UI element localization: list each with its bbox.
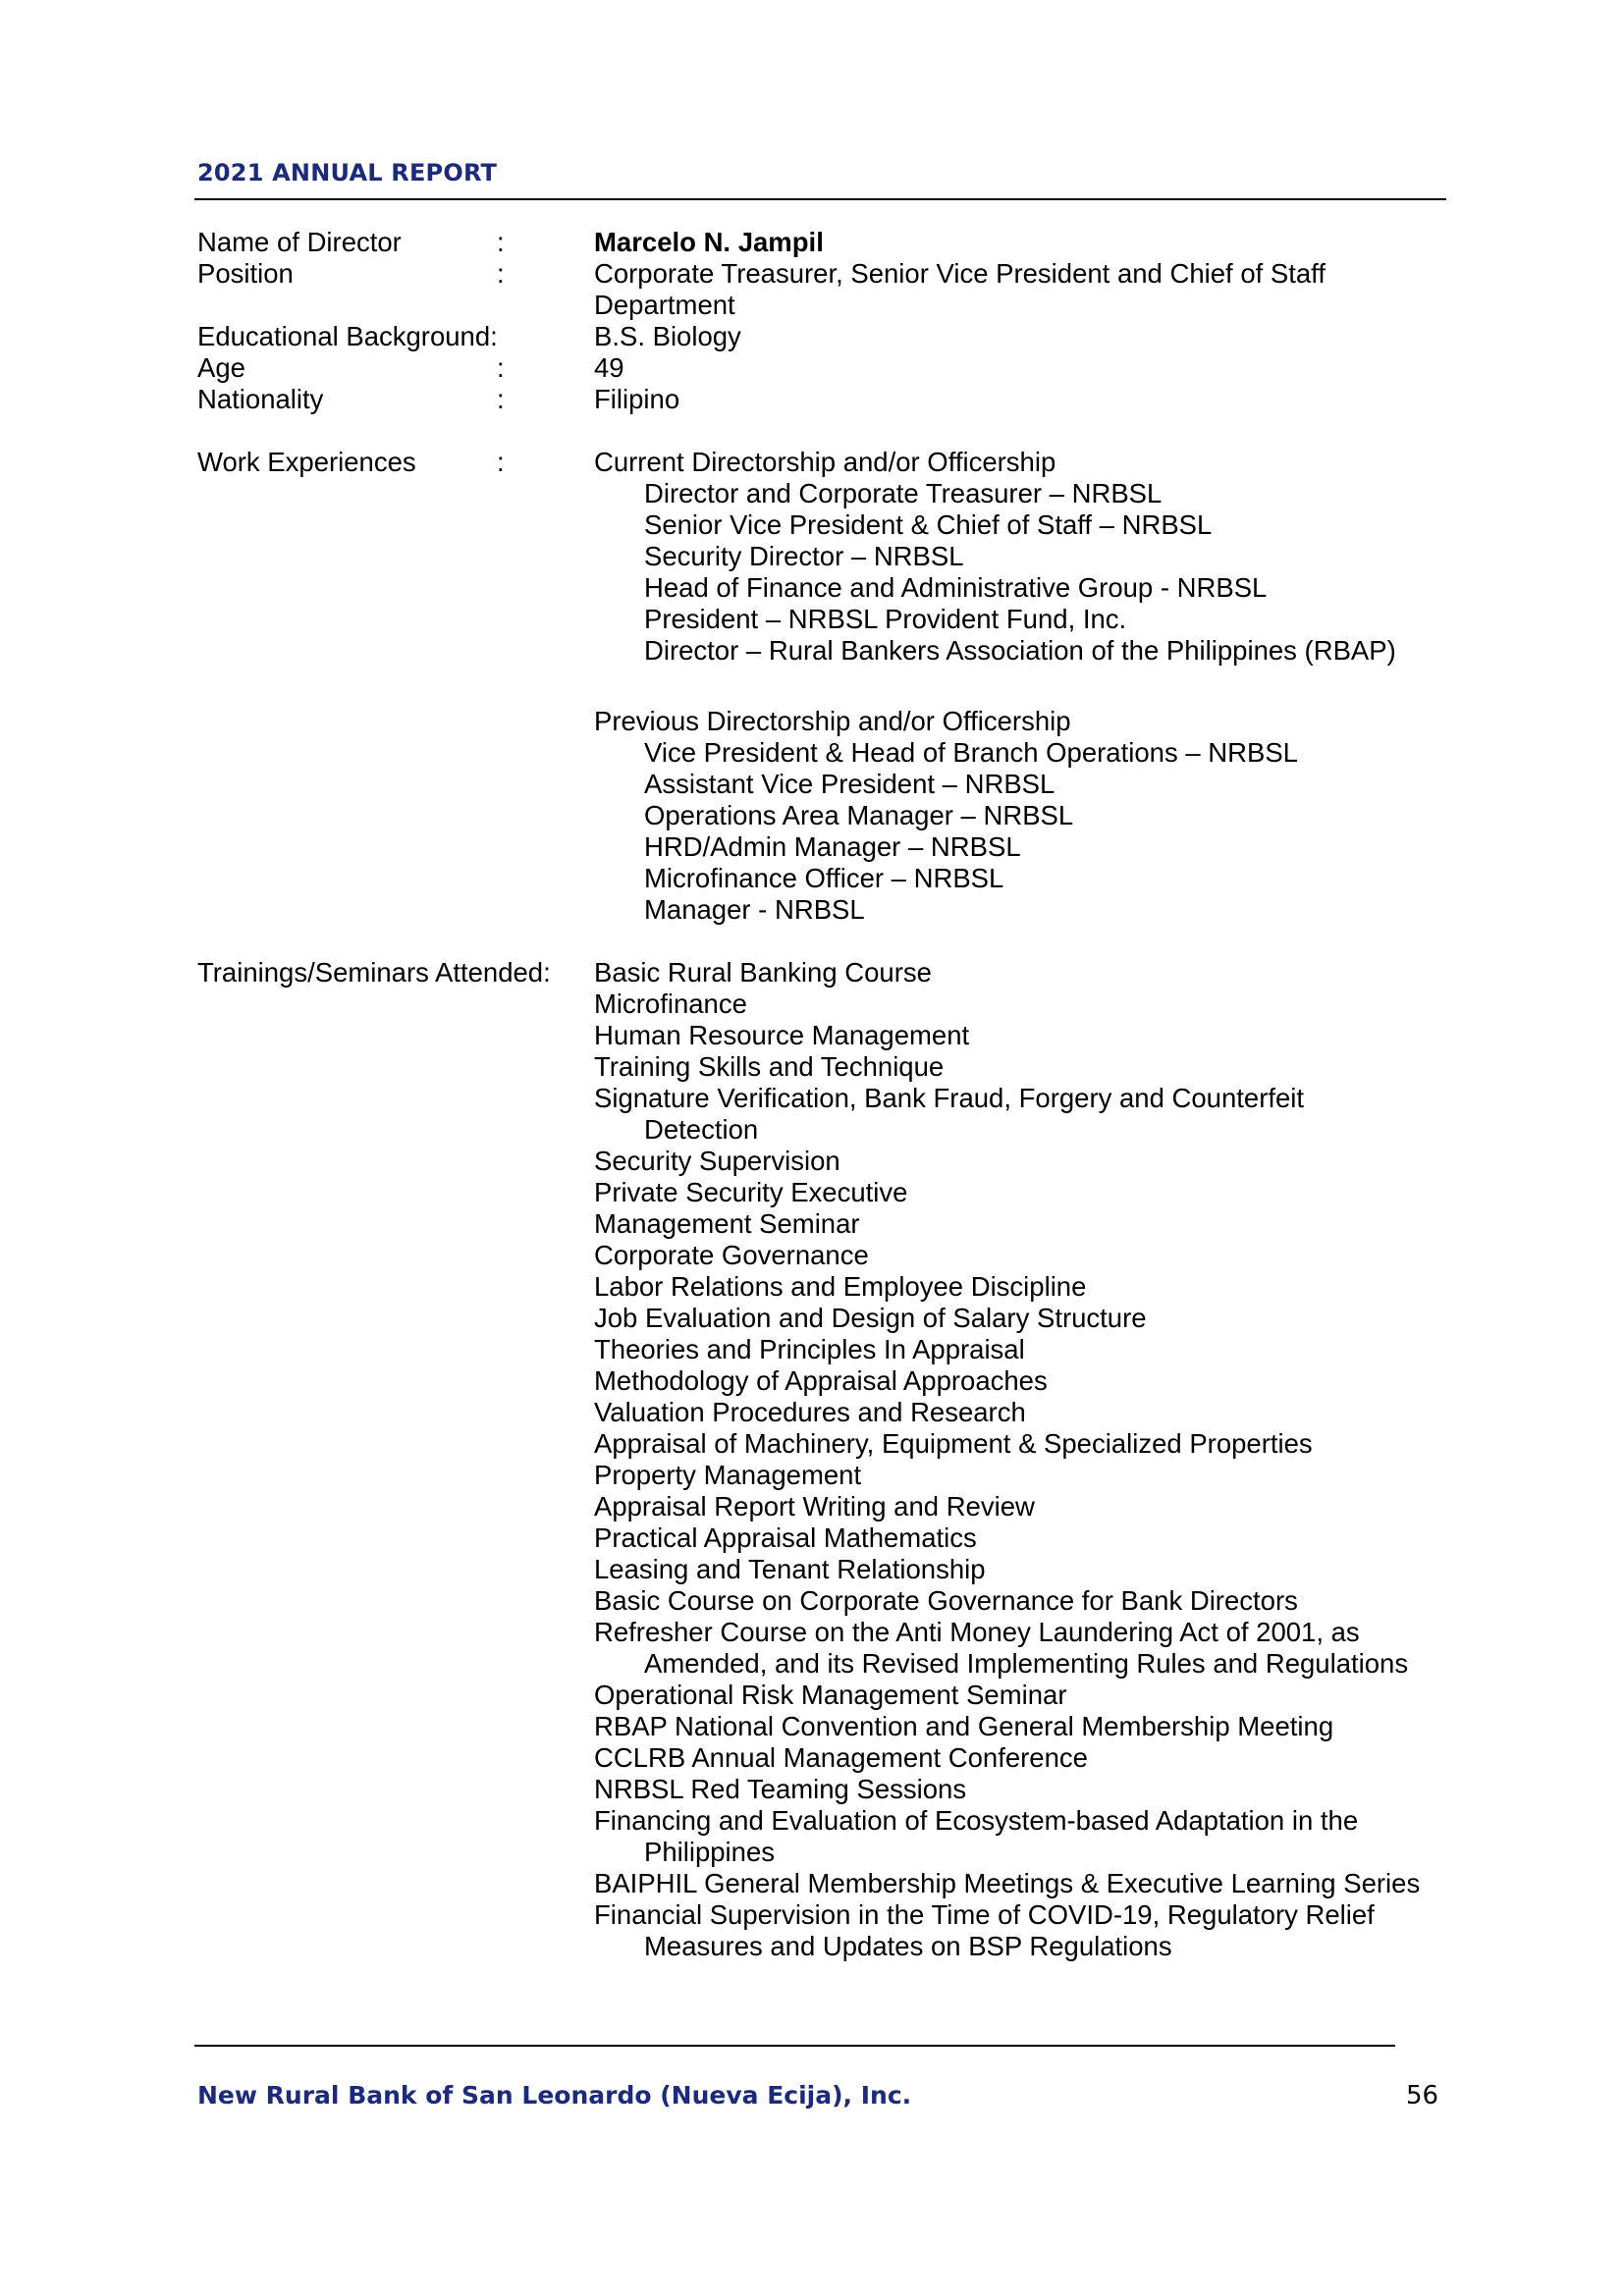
colon: : — [497, 258, 505, 289]
list-item: Security Director – NRBSL — [644, 541, 964, 571]
list-item: Signature Verification, Bank Fraud, Forgery and Counterfeit — [594, 1083, 1305, 1113]
age-row — [197, 352, 1444, 384]
position-row-continued — [197, 290, 1444, 321]
list-item: Operations Area Manager – NRBSL — [644, 800, 1074, 830]
list-item: Human Resource Management — [594, 1020, 970, 1050]
list-item: Practical Appraisal Mathematics — [594, 1522, 977, 1553]
list-item: Valuation Procedures and Research — [594, 1397, 1026, 1427]
list-item: BAIPHIL General Membership Meetings & Executive Learning Series — [594, 1868, 1421, 1898]
list-item: Job Evaluation and Design of Salary Structure — [594, 1303, 1147, 1333]
list-item: Financial Supervision in the Time of COVID-19, Regulatory Relief — [594, 1899, 1375, 1930]
nationality-label: Nationality — [197, 384, 324, 414]
header-divider — [194, 198, 1446, 200]
list-item: Basic Rural Banking Course — [594, 957, 932, 988]
list-item: Leasing and Tenant Relationship — [594, 1554, 986, 1584]
colon: : — [497, 447, 505, 477]
list-item: Senior Vice President & Chief of Staff – NRBSL — [644, 509, 1213, 540]
education-value: B.S. Biology — [594, 321, 741, 351]
list-item-continued: Detection — [644, 1114, 759, 1145]
list-item: Vice President & Head of Branch Operations – NRBSL — [644, 737, 1298, 768]
list-item: CCLRB Annual Management Conference — [594, 1742, 1088, 1773]
report-title: 2021 ANNUAL REPORT — [197, 159, 498, 187]
colon: : — [497, 384, 505, 414]
work-experiences-label: Work Experiences — [197, 447, 416, 477]
list-item: Director and Corporate Treasurer – NRBSL — [644, 478, 1163, 508]
list-item: Appraisal of Machinery, Equipment & Specialized Properties — [594, 1428, 1313, 1459]
footer-divider — [194, 2045, 1395, 2047]
previous-heading: Previous Directorship and/or Officership — [594, 706, 1071, 736]
work-experiences-row — [197, 447, 1444, 478]
list-item: Corporate Governance — [594, 1240, 869, 1270]
list-item-continued: Philippines — [644, 1837, 776, 1867]
list-item: Financing and Evaluation of Ecosystem-based Adaptation in the — [594, 1805, 1359, 1836]
colon: : — [497, 352, 505, 383]
list-item: Director – Rural Bankers Association of the Philippines (RBAP) — [644, 635, 1396, 666]
list-item: Security Supervision — [594, 1146, 840, 1176]
footer-bank-name: New Rural Bank of San Leonardo (Nueva Ecija), Inc. — [197, 2081, 912, 2109]
list-item: Head of Finance and Administrative Group - NRBSL — [644, 572, 1268, 603]
position-label: Position — [197, 258, 294, 289]
education-label: Educational Background: — [197, 321, 498, 351]
position-row — [197, 258, 1444, 290]
age-label: Age — [197, 352, 245, 383]
list-item: Manager - NRBSL — [644, 894, 865, 925]
nationality-row — [197, 384, 1444, 415]
list-item: President – NRBSL Provident Fund, Inc. — [644, 604, 1127, 634]
list-item-continued: Measures and Updates on BSP Regulations — [644, 1931, 1172, 1961]
list-item: Microfinance — [594, 988, 747, 1019]
current-heading: Current Directorship and/or Officership — [594, 447, 1056, 477]
position-value-continued: Department — [594, 290, 735, 320]
page-number: 56 — [1406, 2081, 1439, 2110]
list-item: Methodology of Appraisal Approaches — [594, 1365, 1048, 1396]
list-item: Management Seminar — [594, 1208, 860, 1239]
list-item: Assistant Vice President – NRBSL — [644, 769, 1056, 799]
education-row — [197, 321, 1444, 352]
trainings-label: Trainings/Seminars Attended: — [197, 957, 551, 988]
list-item: Labor Relations and Employee Discipline — [594, 1271, 1087, 1302]
list-item: Training Skills and Technique — [594, 1051, 945, 1082]
name-label: Name of Director — [197, 227, 402, 257]
list-item: Operational Risk Management Seminar — [594, 1680, 1067, 1710]
list-item: Refresher Course on the Anti Money Laundering Act of 2001, as — [594, 1617, 1360, 1647]
nationality-value: Filipino — [594, 384, 680, 414]
list-item: Basic Course on Corporate Governance for Bank Directors — [594, 1585, 1298, 1616]
list-item: Microfinance Officer – NRBSL — [644, 863, 1004, 893]
list-item: HRD/Admin Manager – NRBSL — [644, 831, 1021, 862]
list-item: Property Management — [594, 1460, 862, 1490]
list-item-continued: Amended, and its Revised Implementing Rules and Regulations — [644, 1648, 1409, 1679]
director-name: Marcelo N. Jampil — [594, 227, 824, 257]
list-item: NRBSL Red Teaming Sessions — [594, 1774, 967, 1804]
list-item: Theories and Principles In Appraisal — [594, 1334, 1025, 1364]
list-item: RBAP National Convention and General Membership Meeting — [594, 1711, 1334, 1741]
age-value: 49 — [594, 352, 624, 383]
position-value: Corporate Treasurer, Senior Vice President and Chief of Staff — [594, 258, 1326, 289]
list-item: Appraisal Report Writing and Review — [594, 1491, 1035, 1522]
list-item: Private Security Executive — [594, 1177, 908, 1207]
colon: : — [497, 227, 505, 257]
name-row — [197, 227, 1444, 258]
